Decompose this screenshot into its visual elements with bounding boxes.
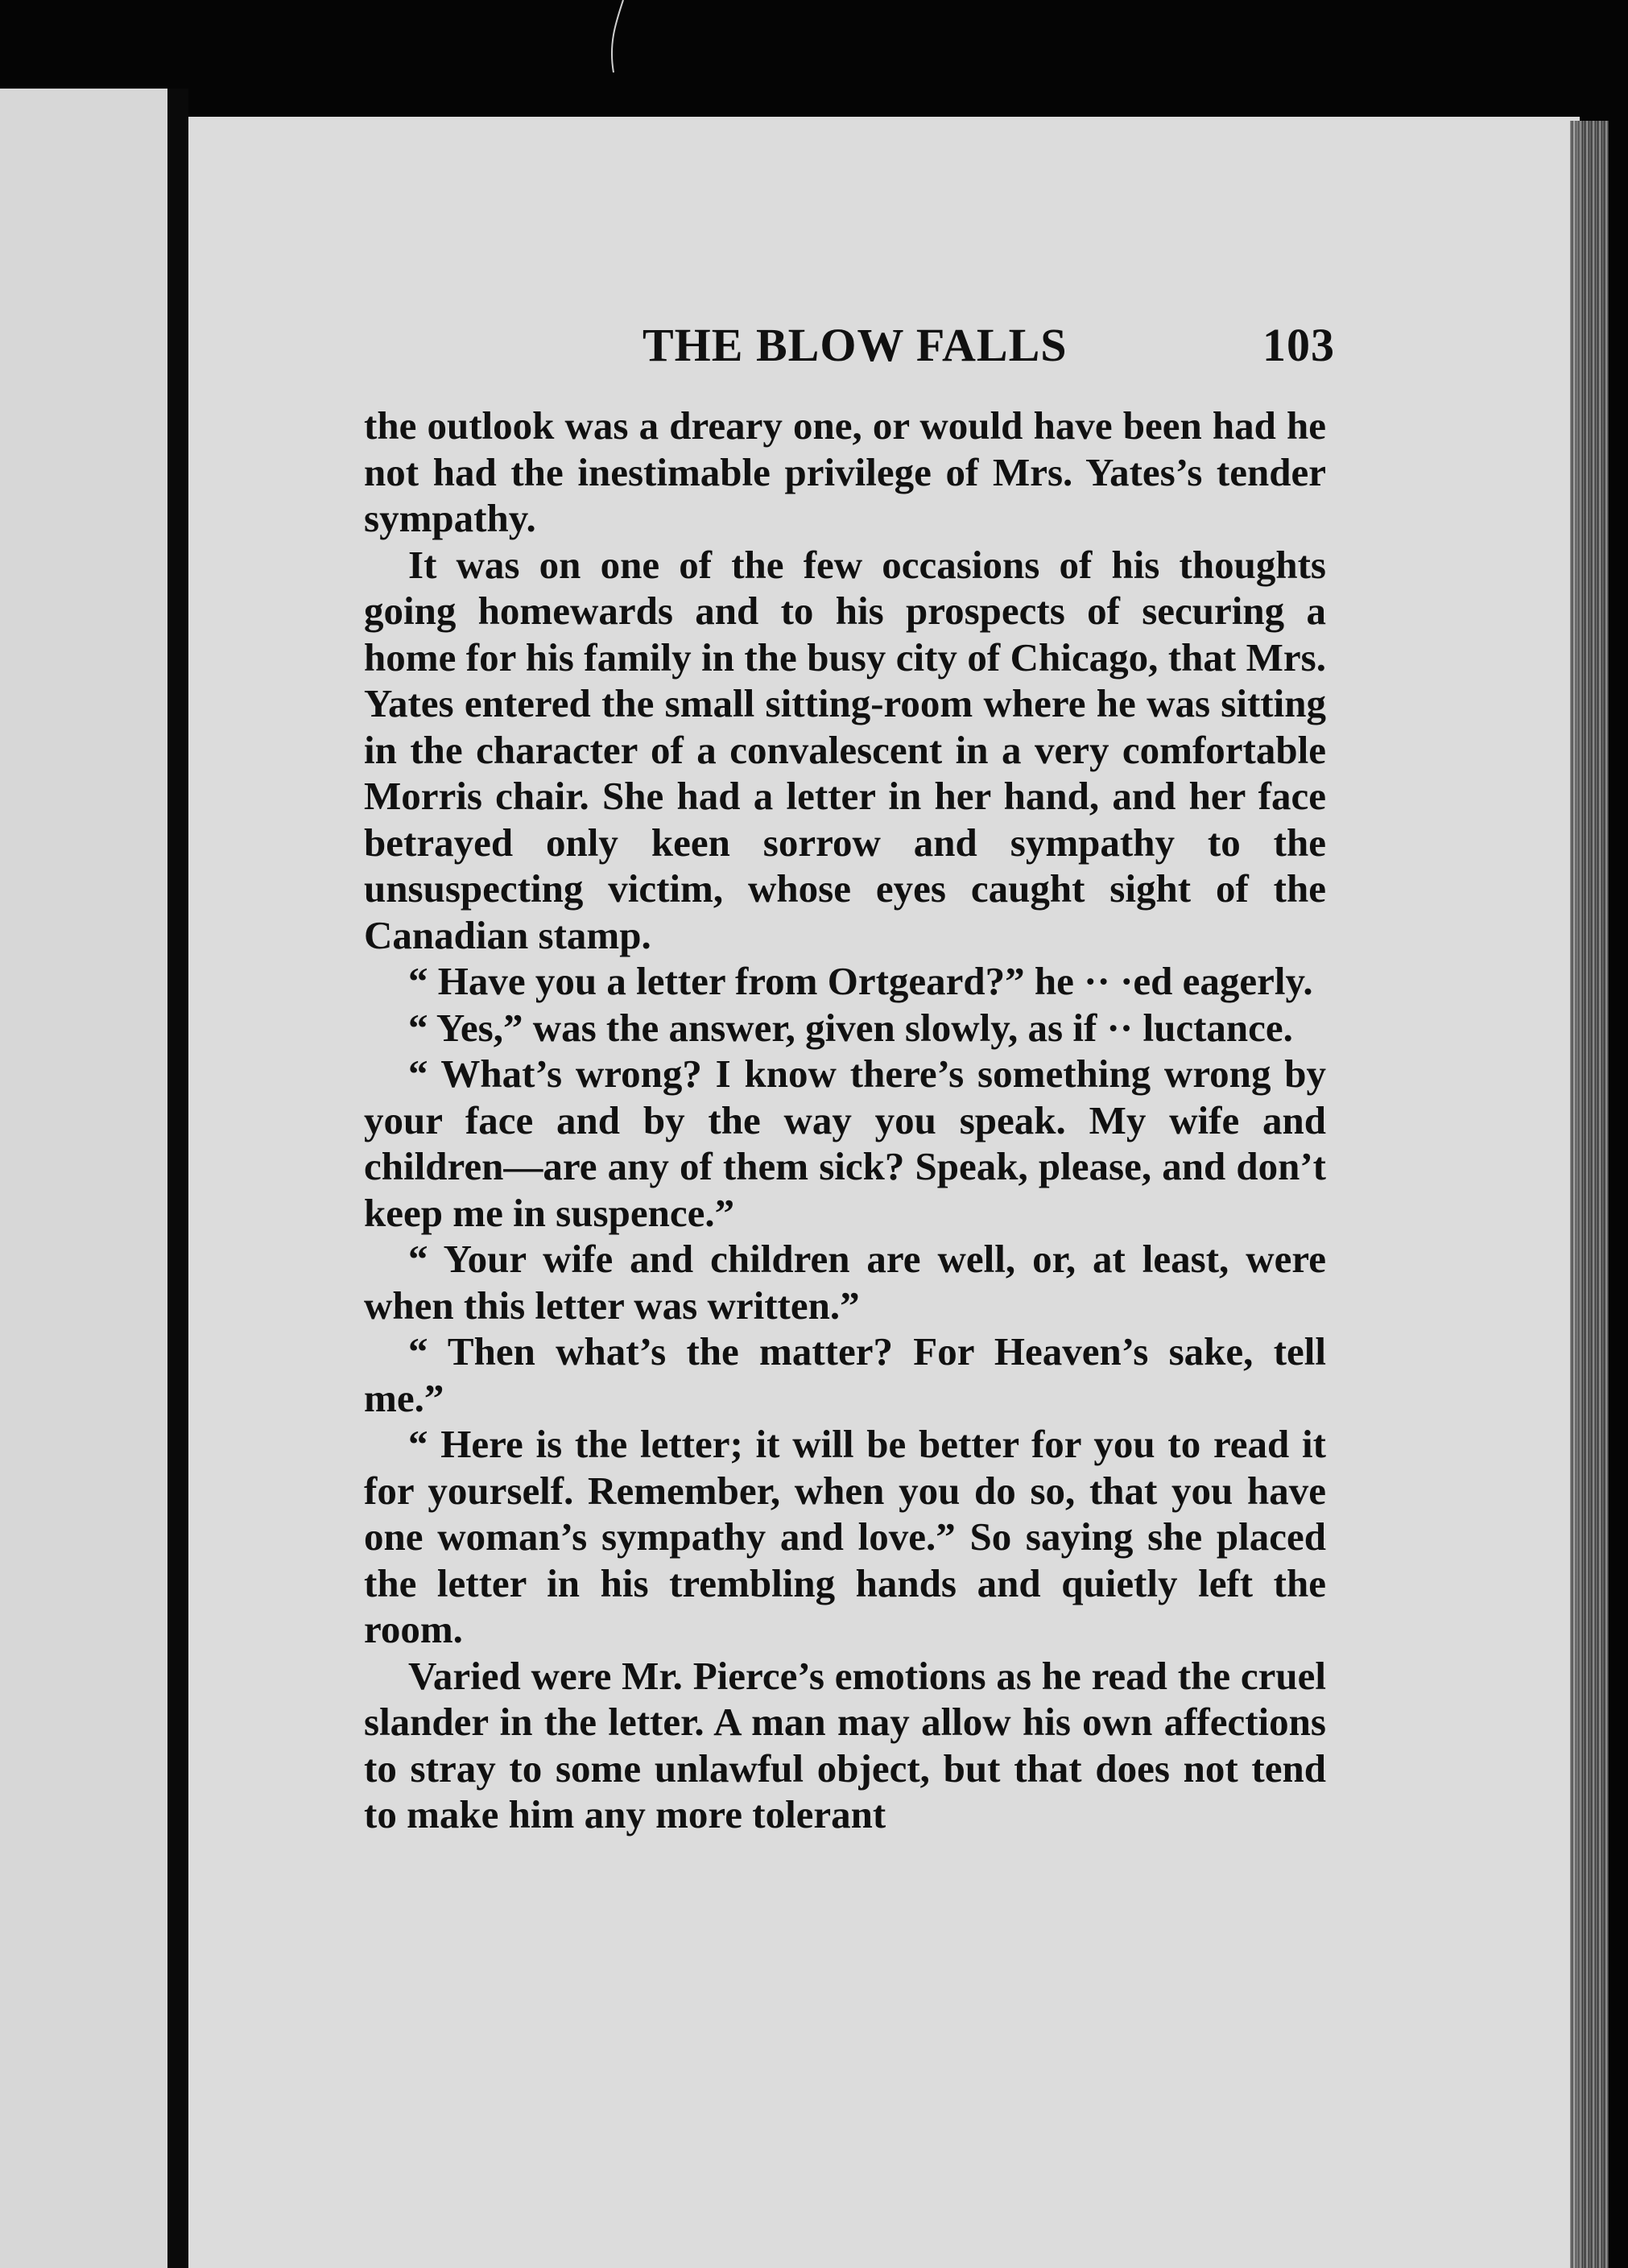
body-text	[364, 403, 1326, 1838]
paragraph: Varied were Mr. Pierce’s emotions as he read the cruel slander in the letter. A man may allow his own affections to stray to some unlawful object, but that does not tend to make him any more tolerant	[364, 1653, 1326, 1836]
paragraph: “ Then what’s the matter? For Heaven’s sake, tell me.”	[364, 1329, 1326, 1420]
book-gutter	[167, 89, 188, 2268]
scan-mark	[605, 0, 630, 81]
page-stack-edge	[1570, 121, 1609, 2268]
paragraph: “ What’s wrong? I know there’s something wrong by your face and by the way you speak. My wife and children—are any of them sick? Speak, please, and don’t keep me in suspence.”	[364, 1051, 1326, 1235]
facing-page-edge	[0, 89, 167, 2268]
chapter-title: THE BLOW FALLS	[643, 319, 1068, 371]
paragraph: “ Yes,” was the answer, given slowly, as if ·· luctance.	[408, 1005, 1293, 1050]
paragraph: the outlook was a dreary one, or would have been had he not had the inestimable privilege of Mrs. Yates’s tender sympathy.	[364, 403, 1326, 540]
page-number: 103	[1262, 319, 1335, 371]
paragraph: “ Here is the letter; it will be better for you to read it for yourself. Remember, when you do so, that you have one woman’s sympathy and love.” So saying she placed the letter in his trembling hands and quietly left the room.	[364, 1422, 1326, 1651]
paragraph: “ Have you a letter from Ortgeard?” he ·· ·ed eagerly.	[408, 959, 1313, 1003]
paragraph: It was on one of the few occasions of his thoughts going homewards and to his prospects of securing a home for his family in the busy city of Chicago, that Mrs. Yates entered the small sitting-room where he was sitting in the character of a convalescent in a very comfortable Morris chair. She had a letter in her hand, and her face betrayed only keen sorrow and sympathy to the unsuspecting victim, whose eyes caught sight of the Canadian stamp.	[364, 542, 1326, 957]
paragraph: “ Your wife and children are well, or, at least, were when this letter was written.”	[364, 1237, 1326, 1328]
